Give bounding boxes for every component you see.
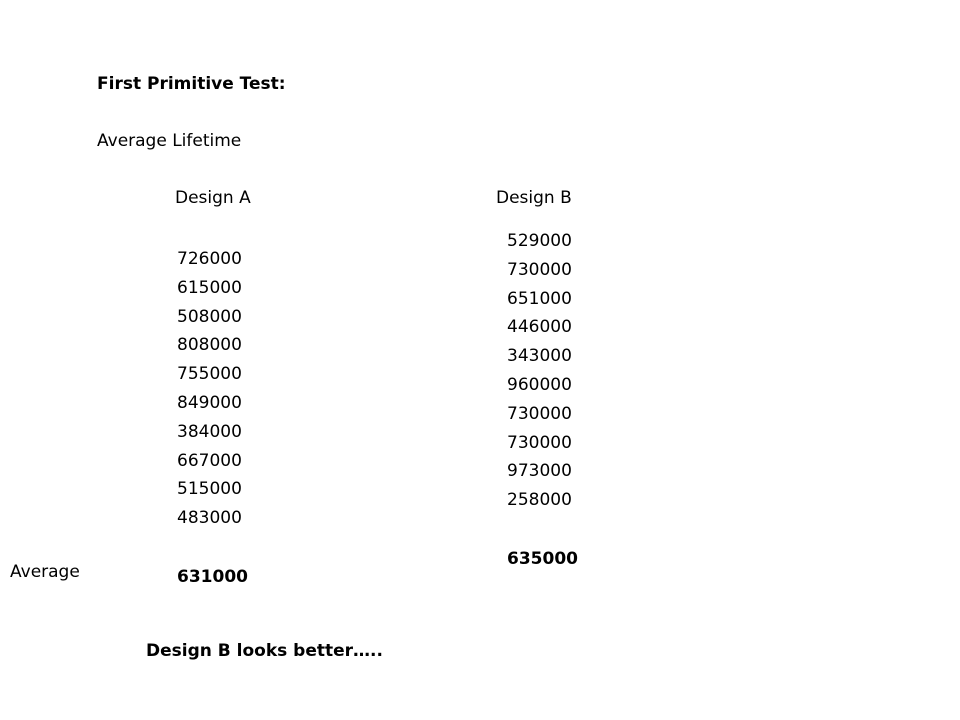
design-b-average: 635000 <box>507 549 578 569</box>
conclusion-text: Design B looks better….. <box>146 641 383 661</box>
design-b-value: 258000 <box>507 490 572 511</box>
design-a-value: 384000 <box>177 421 242 442</box>
design-a-value: 615000 <box>177 277 242 298</box>
design-a-value: 849000 <box>177 392 242 413</box>
design-a-value: 483000 <box>177 508 242 529</box>
design-b-value: 960000 <box>507 374 572 395</box>
slide-title: First Primitive Test: <box>97 74 286 94</box>
design-b-value: 730000 <box>507 403 572 424</box>
design-b-value: 973000 <box>507 461 572 482</box>
design-b-value: 529000 <box>507 231 572 251</box>
design-b-value: 343000 <box>507 346 572 367</box>
design-a-value: 667000 <box>177 450 242 471</box>
design-b-value: 730000 <box>507 432 572 453</box>
average-label: Average <box>10 562 80 582</box>
design-b-value: 446000 <box>507 317 572 338</box>
design-a-header: Design A <box>175 188 251 208</box>
design-b-value: 651000 <box>507 288 572 309</box>
design-a-average: 631000 <box>177 567 248 587</box>
design-a-value: 515000 <box>177 479 242 500</box>
design-b-value: 730000 <box>507 259 572 280</box>
design-a-value: 808000 <box>177 335 242 356</box>
design-a-values <box>177 251 242 539</box>
slide-subtitle: Average Lifetime <box>97 131 242 151</box>
design-b-values <box>507 233 572 521</box>
design-a-value: 755000 <box>177 364 242 385</box>
design-a-value: 508000 <box>177 306 242 327</box>
design-b-header: Design B <box>496 188 572 208</box>
design-a-value: 726000 <box>177 249 242 269</box>
